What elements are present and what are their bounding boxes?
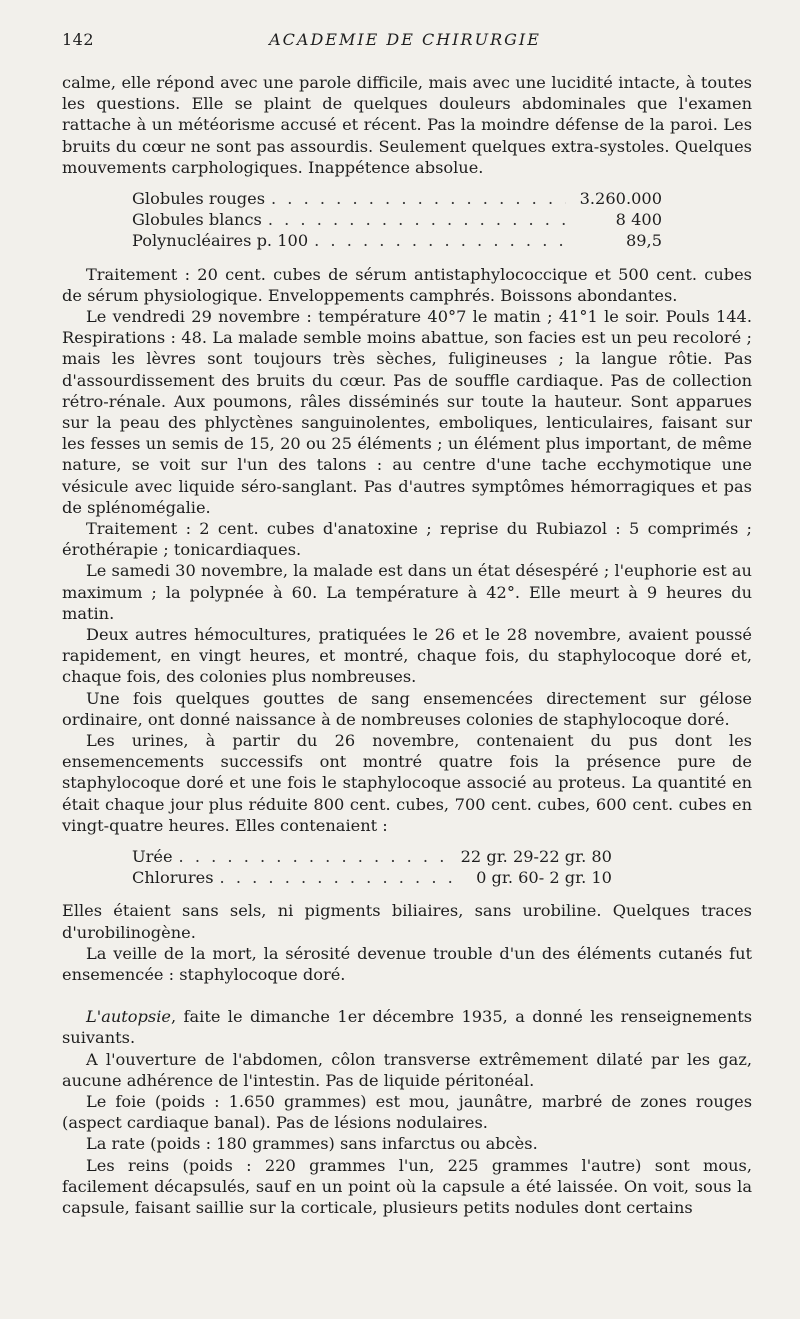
page-body [62,72,752,1218]
table-row [132,230,662,251]
row-label: Polynucléaires p. 100 [132,231,309,251]
paragraph-autopsy [62,1006,752,1048]
dot-leader [268,209,566,230]
paragraph-foie: Le foie (poids : 1.650 grammes) est mou, jaunâtre, marbré de zones rouges (aspect cardiaque banal). Pas de lésions nodulaires. [62,1092,752,1133]
paragraph-pigments: Elles étaient sans sels, ni pigments biliaires, sans urobiline. Quelques traces d'urobilinogène. [62,901,752,942]
row-label: Globules blancs [132,210,262,230]
blood-count-table [132,188,662,252]
paragraph-treatment-2: Traitement : 2 cent. cubes d'anatoxine ; reprise du Rubiazol : 5 comprimés ; érothérapie ; tonicardiaques. [62,519,752,560]
paragraph-hemocultures: Deux autres hémocultures, pratiquées le 26 et le 28 novembre, avaient poussé rapidement, en vingt heures, et montré, chaque fois, du staphylocoque doré et, chaque fois, des colonies plus nombreuses. [62,625,752,687]
row-label: Globules rouges [132,189,266,209]
table-row [132,846,612,867]
row-value: 3.260.000 [579,189,662,209]
dot-leader [220,867,456,888]
autopsy-rest: , faite le dimanche 1er décembre 1935, a donné les renseignements suivants. [62,1007,752,1048]
autopsy-lead: L'autopsie [86,1007,171,1027]
paragraph-treatment-1: Traitement : 20 cent. cubes de sérum antistaphylococcique et 500 cent. cubes de sérum physiologique. Enveloppements camphrés. Boissons abondantes. [62,264,752,305]
paragraph-abdomen: A l'ouverture de l'abdomen, côlon transverse extrêmement dilaté par les gaz, aucune adhérence de l'intestin. Pas de liquide péritonéal. [62,1049,752,1090]
row-value: 22 gr. 29-22 gr. 80 [460,847,612,867]
paragraph-intro: calme, elle répond avec une parole difficile, mais avec une lucidité intacte, à toutes les questions. Elle se plaint de quelques douleurs abdominales que l'examen rattache à un météorisme accusé et récent. Pas la moindre défense de la paroi. Les bruits du cœur ne sont pas assourdis. Seulement quelques extra-systoles. Quelques mouvements carphologiques. Inappétence absolue. [62,73,752,177]
row-value: 89,5 [625,231,662,251]
row-value: 8 400 [615,210,662,230]
dot-leader [179,846,455,867]
row-label: Urée [132,847,173,867]
table-row [132,188,662,209]
page-number: 142 [62,30,95,49]
table-row [132,867,612,888]
urine-table [132,846,612,888]
paragraph-serosite: La veille de la mort, la sérosité devenue trouble d'un des éléments cutanés fut ensemencée : staphylocoque doré. [62,943,752,985]
paragraph-rate: La rate (poids : 180 grammes) sans infarctus ou abcès. [86,1134,538,1154]
dot-leader [314,230,566,251]
paragraph-saturday: Le samedi 30 novembre, la malade est dans un état désespéré ; l'euphorie est au maximum ; la polypnée à 60. La température à 42°. Elle meurt à 9 heures du matin. [62,561,752,623]
paragraph-gelose: Une fois quelques gouttes de sang ensemencées directement sur gélose ordinaire, ont donné naissance à de nombreuses colonies de staphylocoque doré. [62,688,752,729]
page-header [62,30,748,54]
paragraph-friday: Le vendredi 29 novembre : température 40°7 le matin ; 41°1 le soir. Pouls 144. Respirations : 48. La malade semble moins abattue, son facies est un peu recoloré ; mais les lèvres sont toujours très sèches, fuligineuses ; la langue rôtie. Pas d'assourdissement des bruits du cœur. Pas de souffle cardiaque. Pas de collection rétro-rénale. Aux poumons, râles disséminés sur toute la hauteur. Sont apparues sur la peau des phlyctènes sanguinolentes, emboliques, lenticulaires, faisant sur les fesses un semis de 15, 20 ou 25 éléments ; un élément plus important, de même nature, se voit sur l'un des talons : au centre d'une tache ecchymotique une vésicule avec liquide séro-sanglant. Pas d'autres symptômes hémorragiques et pas de splénomégalie. [62,306,752,517]
paragraph-urines: Les urines, à partir du 26 novembre, contenaient du pus dont les ensemencements successifs ont montré quatre fois la présence pure de staphylocoque doré et une fois le staphylocoque associé au proteus. La quantité en était chaque jour plus réduite 800 cent. cubes, 700 cent. cubes, 600 cent. cubes en vingt-quatre heures. Elles contenaient : [62,731,752,835]
row-label: Chlorures [132,868,214,888]
running-title: ACADEMIE DE CHIRURGIE [269,30,541,49]
row-value: 0 gr. 60- 2 gr. 10 [476,868,612,888]
table-row [132,209,662,230]
dot-leader [271,188,566,209]
paragraph-reins: Les reins (poids : 220 grammes l'un, 225 grammes l'autre) sont mous, facilement décapsulés, sauf en un point où la capsule a été laissée. On voit, sous la capsule, faisant saillie sur la corticale, plusieurs petits nodules dont certains [62,1155,752,1218]
